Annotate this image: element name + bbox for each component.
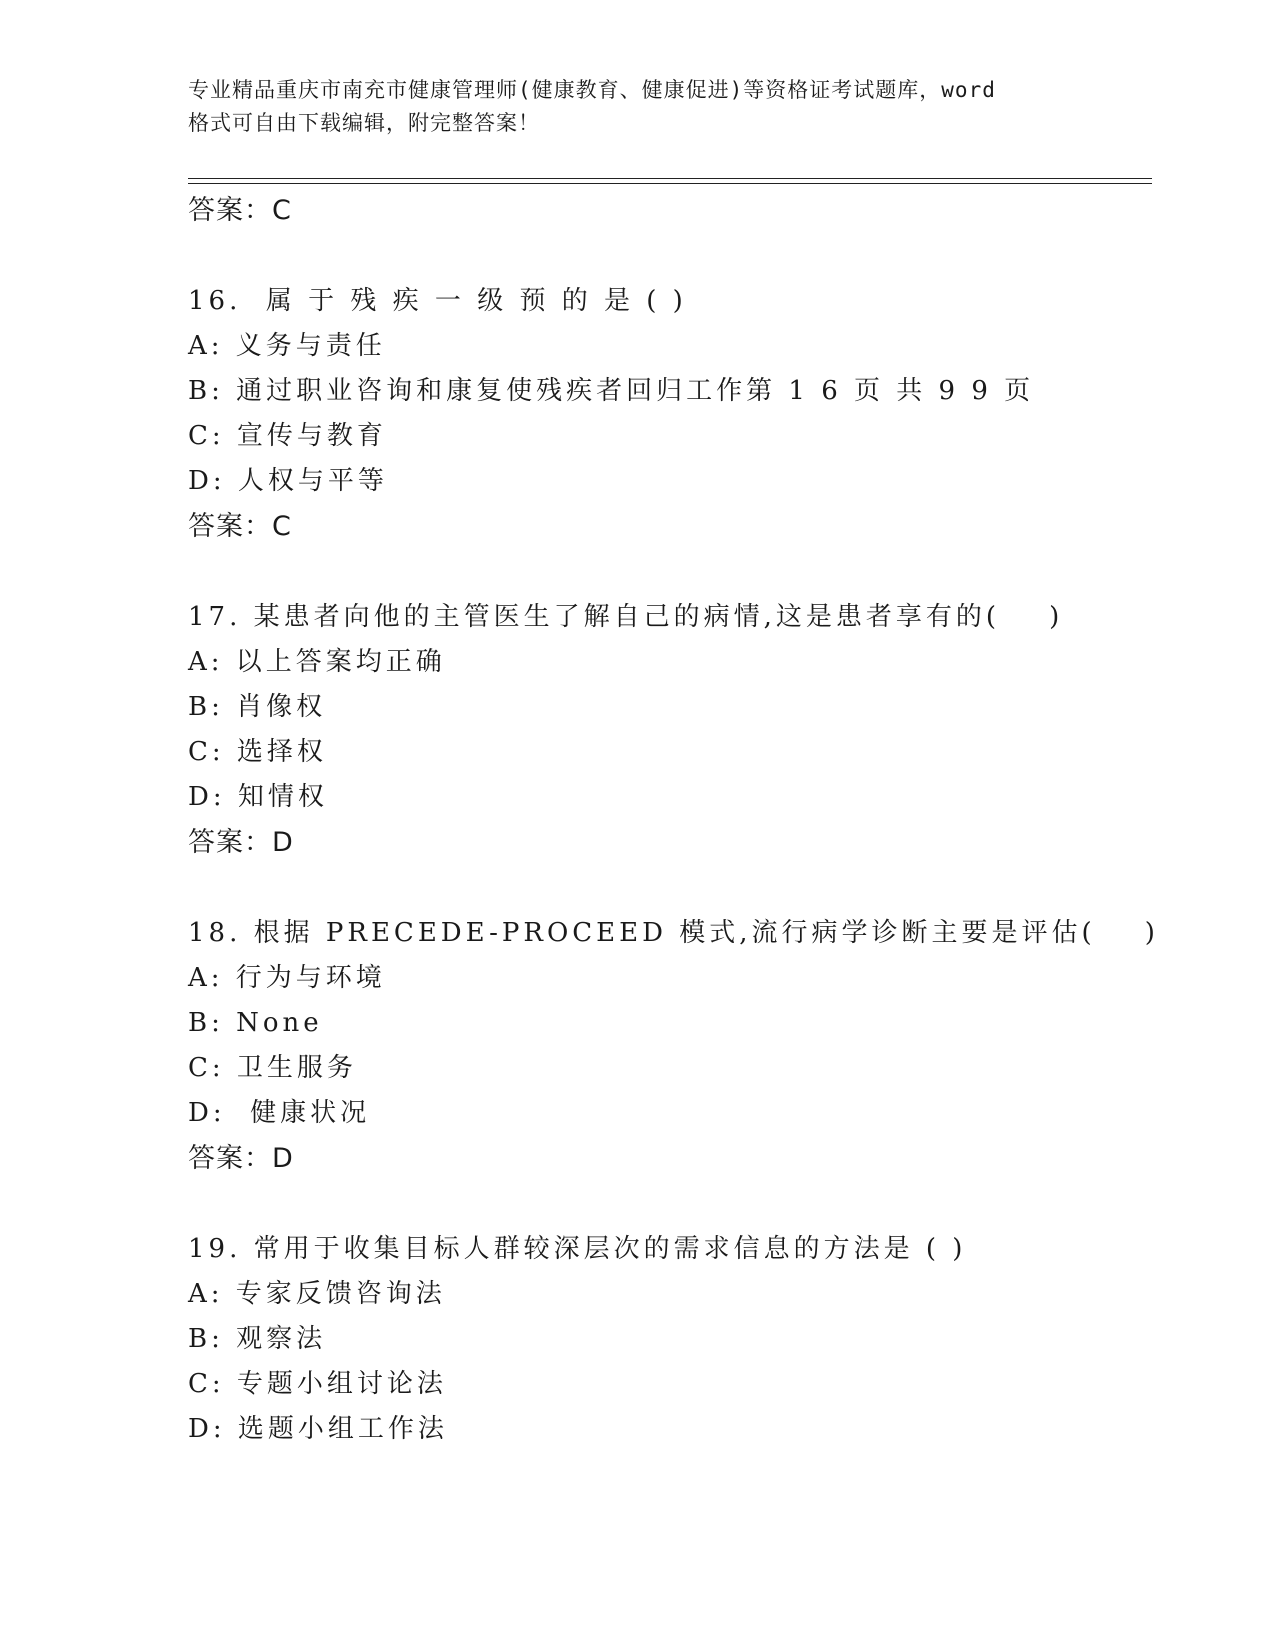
question-19-option-a: A: 专家反馈咨询法 bbox=[188, 1279, 446, 1309]
question-16-stem: 16. 属 于 残 疾 一 级 预 的 是 ( ) bbox=[188, 286, 687, 316]
question-18-stem: 18. 根据 PRECEDE-PROCEED 模式,流行病学诊断主要是评估( ) bbox=[188, 918, 1159, 948]
question-19-option-b: B: 观察法 bbox=[188, 1324, 327, 1354]
document-header bbox=[188, 74, 1088, 140]
header-divider-bottom bbox=[188, 183, 1152, 184]
header-divider-top bbox=[188, 178, 1152, 179]
question-19-option-c: C: 专题小组讨论法 bbox=[188, 1369, 447, 1399]
question-16-option-c: C: 宣传与教育 bbox=[188, 421, 387, 451]
question-18-option-b: B: None bbox=[188, 1008, 323, 1038]
question-16-option-a: A: 义务与责任 bbox=[188, 331, 386, 361]
question-17-stem: 17. 某患者向他的主管医生了解自己的病情,这是患者享有的( ) bbox=[188, 602, 1064, 632]
question-18-option-d: D: 健康状况 bbox=[188, 1098, 371, 1128]
question-16-option-d: D: 人权与平等 bbox=[188, 466, 388, 496]
question-18-option-a: A: 行为与环境 bbox=[188, 963, 386, 993]
header-line-1: 专业精品重庆市南充市健康管理师(健康教育、健康促进)等资格证考试题库，word bbox=[188, 78, 996, 102]
header-line-2: 格式可自由下载编辑，附完整答案！ bbox=[188, 111, 540, 135]
question-17-option-b: B: 肖像权 bbox=[188, 692, 327, 722]
question-19-option-d: D: 选题小组工作法 bbox=[188, 1414, 448, 1444]
question-16-answer: 答案：C bbox=[188, 511, 292, 542]
question-18-option-c: C: 卫生服务 bbox=[188, 1053, 357, 1083]
question-19-stem: 19. 常用于收集目标人群较深层次的需求信息的方法是 ( ) bbox=[188, 1234, 967, 1264]
question-16-option-b: B: 通过职业咨询和康复使残疾者回归工作第 1 6 页 共 9 9 页 bbox=[188, 376, 1035, 406]
question-17-option-d: D: 知情权 bbox=[188, 782, 328, 812]
answer-previous: 答案：C bbox=[188, 195, 292, 226]
question-18-answer: 答案：D bbox=[188, 1143, 294, 1174]
question-17-option-c: C: 选择权 bbox=[188, 737, 327, 767]
question-17-answer: 答案：D bbox=[188, 827, 294, 858]
question-17-option-a: A: 以上答案均正确 bbox=[188, 647, 446, 677]
